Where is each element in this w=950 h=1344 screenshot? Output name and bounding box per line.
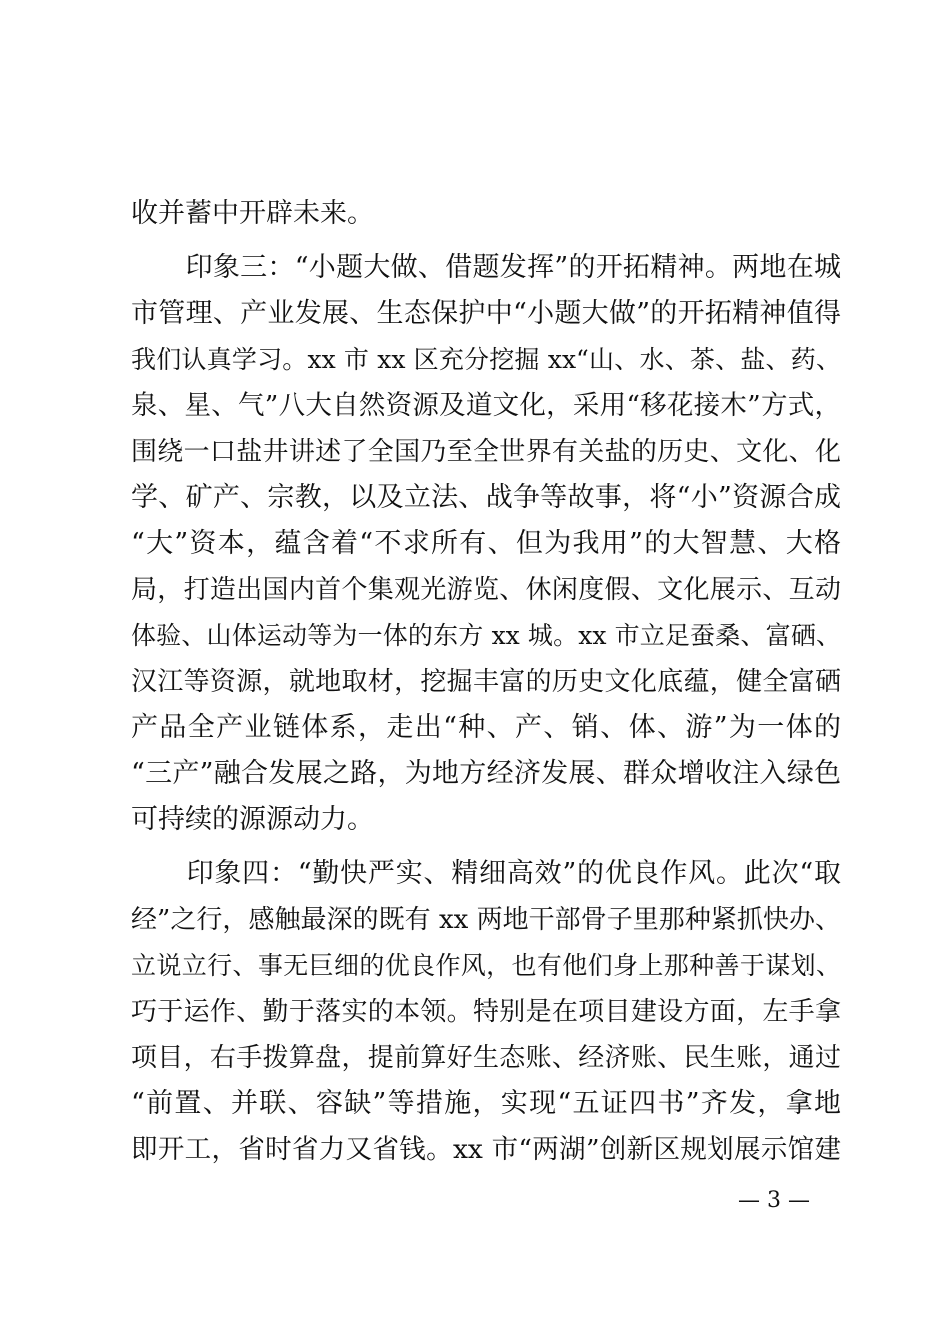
text-line: 我们认真学习。xx 市 xx 区充分挖掘 xx“山、水、茶、盐、药、 [131,345,841,374]
text-line: “前置、并联、容缺”等措施，实现“五证四书”齐发，拿地 [131,1088,841,1119]
text-line: 泉、星、气”八大自然资源及道文化，采用“移花接木”方式， [131,390,841,421]
page-number: — 3 — [738,1188,810,1213]
text-line: 可持续的源源动力。 [131,804,374,835]
text-line: 收并蓄中开辟未来。 [131,198,374,229]
text-line: 学、矿产、宗教，以及立法、战争等故事，将“小”资源合成 [131,482,841,513]
text-line: 印象四：“勤快严实、精细高效”的优良作风。此次“取 [131,858,841,889]
text-line: 局，打造出国内首个集观光游览、休闲度假、文化展示、互动 [131,575,841,605]
text-line: 立说立行、事无巨细的优良作风，也有他们身上那种善于谋划、 [131,951,841,980]
text-line: 围绕一口盐井讲述了全国乃至全世界有关盐的历史、文化、化 [131,437,841,467]
text-line: “大”资本，蕴含着“不求所有、但为我用”的大智慧、大格 [131,528,841,559]
text-line: 巧于运作、勤于落实的本领。特别是在项目建设方面，左手拿 [131,997,841,1027]
text-line: 市管理、产业发展、生态保护中“小题大做”的开拓精神值得 [131,298,841,329]
body-text [131,191,841,1173]
text-line: 即开工，省时省力又省钱。xx 市“两湖”创新区规划展示馆建 [131,1134,841,1165]
text-line: 体验、山体运动等为一体的东方 xx 城。xx 市立足蚕桑、富硒、 [131,621,841,650]
text-line: “三产”融合发展之路，为地方经济发展、群众增收注入绿色 [131,758,841,789]
text-line: 产品全产业链体系，走出“种、产、销、体、游”为一体的 [131,712,841,743]
text-line: 印象三：“小题大做、借题发挥”的开拓精神。两地在城 [131,252,841,283]
text-line: 项目，右手拨算盘，提前算好生态账、经济账、民生账，通过 [131,1043,841,1073]
text-line: 汉江等资源，就地取材，挖掘丰富的历史文化底蕴，健全富硒 [131,667,841,697]
text-line: 经”之行，感触最深的既有 xx 两地干部骨子里那种紧抓快办、 [131,905,841,935]
